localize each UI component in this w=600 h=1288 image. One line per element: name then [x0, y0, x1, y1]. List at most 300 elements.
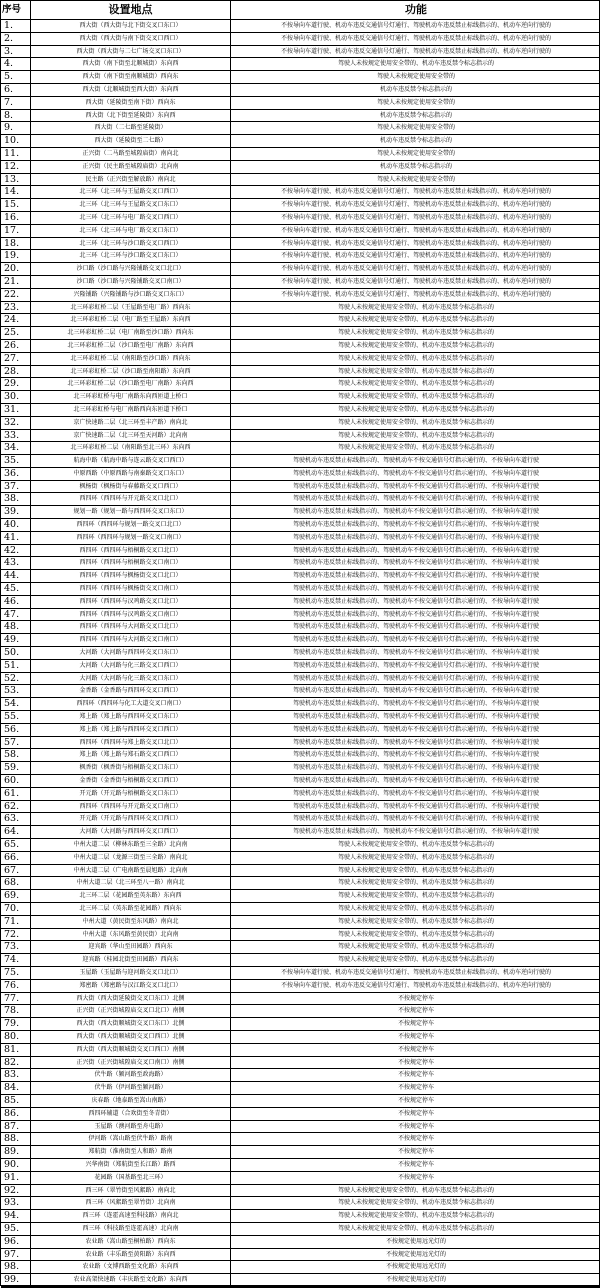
row-function: 机动车违反禁令标志指示的: [231, 161, 600, 174]
row-function: 驾驶人未按规定使用安全带的、机动车违反禁令标志指示的: [231, 378, 600, 391]
row-function: 驾驶机动车违反禁止标线指示的、驾驶机动车不按交通信号灯指示通行的、不按导向车道行驶: [231, 673, 600, 686]
row-number: 82.: [1, 1057, 31, 1070]
row-location: 中原西路（中原西路与南秦路交叉口东口）: [31, 468, 231, 481]
row-function: 不按规定停车: [231, 1146, 600, 1159]
row-location: 西四环（西四环与梧桐路交叉口北口）: [31, 545, 231, 558]
row-location: 北三环彩虹桥二层（沙口路至南阳路）东向西: [31, 366, 231, 379]
row-number: 30.: [1, 391, 31, 404]
row-function: 驾驶人未按规定使用安全带的、机动车违反禁令标志指示的: [231, 929, 600, 942]
row-number: 51.: [1, 660, 31, 673]
row-function: 驾驶机动车违反禁止标线指示的、驾驶机动车不按交通信号灯指示通行的、不按导向车道行驶: [231, 698, 600, 711]
header-function: 功能: [231, 1, 600, 20]
row-number: 31.: [1, 404, 31, 417]
row-location: 郑密路（郑密路与汉江路交叉口北口）: [31, 980, 231, 993]
row-location: 北三环彩虹桥二层（沙口路至电厂南路）东向西: [31, 378, 231, 391]
row-location: 北三环彩虹桥与电厂南路西向东匝道下桥口: [31, 404, 231, 417]
row-function: 不按导向车道行驶、机动车违反交通信号灯通行、驾驶机动车违反禁止标线指示的、机动车逆向行驶的: [231, 46, 600, 59]
row-number: 68.: [1, 877, 31, 890]
row-number: 73.: [1, 941, 31, 954]
row-function: 驾驶机动车违反禁止标线指示的、驾驶机动车不按交通信号灯指示通行的、不按导向车道行驶: [231, 775, 600, 788]
row-number: 13.: [1, 174, 31, 187]
row-location: 北三环（北三环与沙口路交叉口西口）: [31, 238, 231, 251]
row-number: 29.: [1, 378, 31, 391]
row-location: 北三环（北三环与电厂路交叉口东口）: [31, 225, 231, 238]
row-number: 38.: [1, 493, 31, 506]
row-number: 99.: [1, 1274, 31, 1287]
row-number: 3.: [1, 46, 31, 59]
row-function: 驾驶机动车违反禁止标线指示的、驾驶机动车不按交通信号灯指示通行的、不按导向车道行驶: [231, 660, 600, 673]
row-number: 56.: [1, 724, 31, 737]
row-number: 85.: [1, 1095, 31, 1108]
row-location: 西大街（南下街至南顺城街）西向东: [31, 71, 231, 84]
row-function: 不按导向车道行驶、机动车违反交通信号灯通行、驾驶机动车违反禁止标线指示的、机动车逆向行驶的: [231, 967, 600, 980]
row-number: 77.: [1, 993, 31, 1006]
row-location: 西四环（西四环与化工大道交叉口南口）: [31, 698, 231, 711]
row-number: 41.: [1, 532, 31, 545]
row-function: 驾驶机动车违反禁止标线指示的、驾驶机动车不按交通信号灯指示通行的、不按导向车道行驶: [231, 609, 600, 622]
row-function: 驾驶人未按规定使用安全带的、机动车违反禁令标志指示的: [231, 302, 600, 315]
row-location: 西大街（二七路至延陵街）: [31, 122, 231, 135]
row-function: 不按规定停车: [231, 1005, 600, 1018]
row-function: 驾驶人未按规定使用安全带的: [231, 71, 600, 84]
row-number: 70.: [1, 903, 31, 916]
row-location: 伏牛路（颍河路至政海路）: [31, 1069, 231, 1082]
row-location: 规划一路（规划一路与西四环交叉口东口）: [31, 506, 231, 519]
row-location: 大河路（大河路与化三路交叉口西口）: [31, 660, 231, 673]
row-function: 驾驶人未按规定使用安全带的、机动车违反禁令标志指示的: [231, 1197, 600, 1210]
row-number: 28.: [1, 366, 31, 379]
row-location: 西大街（西大街延陵街交叉口东口）北侧: [31, 993, 231, 1006]
row-number: 25.: [1, 327, 31, 340]
row-location: 北三环彩虹桥二层（电厂路至王屋路）东向西: [31, 314, 231, 327]
row-function: 驾驶人未按规定使用安全带的、机动车违反禁令标志指示的: [231, 340, 600, 353]
row-number: 34.: [1, 442, 31, 455]
row-location: 北三环彩虹桥二层（电厂南路至沙口路）西向东: [31, 327, 231, 340]
row-function: 不按规定停车: [231, 993, 600, 1006]
row-location: 农业路（嵩山路至桐柏路）西向东: [31, 1236, 231, 1249]
row-location: 金香路（金香路与西四环交叉口西口）: [31, 685, 231, 698]
row-number: 36.: [1, 468, 31, 481]
row-location: 农业高架快速路（丰庆路至文化路）东向西: [31, 1274, 231, 1287]
row-function: 不按导向车道行驶、机动车违反交通信号灯通行、驾驶机动车违反禁止标线指示的、机动车逆向行驶的: [231, 33, 600, 46]
row-location: 郑航街（淮南街至人和路）路南: [31, 1146, 231, 1159]
row-function: 驾驶人未按规定使用安全带的、机动车违反禁令标志指示的: [231, 1210, 600, 1223]
row-function: 不按规定停车: [231, 1044, 600, 1057]
row-function: 驾驶机动车违反禁止标线指示的、驾驶机动车不按交通信号灯指示通行的、不按导向车道行驶: [231, 801, 600, 814]
row-number: 46.: [1, 596, 31, 609]
row-number: 39.: [1, 506, 31, 519]
row-location: 京广快速路二层（北三环至天河路）北向南: [31, 430, 231, 443]
row-location: 西四环（西四环与开元路交叉口南口）: [31, 801, 231, 814]
row-number: 12.: [1, 161, 31, 174]
row-function: 不按导向车道行驶、机动车违反交通信号灯通行、驾驶机动车违反禁止标线指示的、机动车逆向行驶的: [231, 276, 600, 289]
row-location: 西三环（翠竹街至风絮路）南向北: [31, 1185, 231, 1198]
row-number: 69.: [1, 890, 31, 903]
row-function: 不按规定停车: [231, 1108, 600, 1121]
row-function: 驾驶人未按规定使用安全带的、机动车违反禁令标志指示的: [231, 1185, 600, 1198]
row-location: 西大街（西大街与北下街交叉口东口）: [31, 20, 231, 33]
row-function: 驾驶机动车违反禁止标线指示的、驾驶机动车不按交通信号灯指示通行的、不按导向车道行驶: [231, 647, 600, 660]
row-number: 59.: [1, 762, 31, 775]
row-function: 驾驶机动车违反禁止标线指示的、驾驶机动车不按交通信号灯指示通行的、不按导向车道行驶: [231, 634, 600, 647]
row-location: 庆春路（地泰路至嵩山南路）: [31, 1095, 231, 1108]
row-location: 北三环彩虹桥二层（沙口路至电厂南路）东向西: [31, 340, 231, 353]
row-number: 37.: [1, 481, 31, 494]
row-function: 驾驶人未按规定使用安全带的、机动车违反禁令标志指示的: [231, 430, 600, 443]
row-location: 西四环（西四环与枫杨街交叉口北口）: [31, 570, 231, 583]
row-location: 农业路（文博西路至文化路）东向西: [31, 1261, 231, 1274]
header-number: 序号: [1, 1, 31, 20]
row-location: 玉屋路（玉屋路与迎河路交叉口北口）: [31, 967, 231, 980]
row-number: 61.: [1, 788, 31, 801]
row-location: 西三环（科技路至连霍高速）北向南: [31, 1223, 231, 1236]
row-number: 58.: [1, 749, 31, 762]
row-function: 驾驶人未按规定使用安全带的、机动车违反禁令标志指示的: [231, 877, 600, 890]
row-number: 44.: [1, 570, 31, 583]
row-number: 57.: [1, 737, 31, 750]
row-number: 1.: [1, 20, 31, 33]
row-location: 西四环（西四环与大河路交叉口南口）: [31, 634, 231, 647]
row-number: 33.: [1, 430, 31, 443]
row-number: 95.: [1, 1223, 31, 1236]
row-location: 迎宾路（桂园北街至田园路）西向东: [31, 954, 231, 967]
row-number: 60.: [1, 775, 31, 788]
row-number: 23.: [1, 302, 31, 315]
row-location: 西大街（延陵街至二七路）: [31, 135, 231, 148]
row-function: 驾驶人未按规定使用安全带的、机动车违反禁令标志指示的: [231, 903, 600, 916]
row-number: 49.: [1, 634, 31, 647]
row-function: 驾驶机动车违反禁止标线指示的、驾驶机动车不按交通信号灯指示通行的、不按导向车道行驶: [231, 711, 600, 724]
row-location: 西四环（西四环与大河路交叉口北口）: [31, 621, 231, 634]
row-number: 15.: [1, 199, 31, 212]
row-function: 机动车违反禁令标志指示的: [231, 135, 600, 148]
row-location: 西大街（北下街至延陵街）东向西: [31, 110, 231, 123]
row-location: 兴隆铺路（兴隆铺路与沙口路交叉口东口）: [31, 289, 231, 302]
row-location: 西四环（西四环与规划一路交叉口北口）: [31, 519, 231, 532]
row-location: 西大街（西大街与二七广场交叉口东口）: [31, 46, 231, 59]
row-location: 西大街（延陵街至南下街）西向东: [31, 97, 231, 110]
row-function: 驾驶机动车违反禁止标线指示的、驾驶机动车不按交通信号灯指示通行的、不按导向车道行驶: [231, 724, 600, 737]
row-function: 不按规定停车: [231, 1133, 600, 1146]
row-location: 西大街（西大街顺城街交叉口西口）南侧: [31, 1044, 231, 1057]
row-number: 21.: [1, 276, 31, 289]
row-function: 不按规定停车: [231, 1069, 600, 1082]
row-number: 24.: [1, 314, 31, 327]
row-number: 75.: [1, 967, 31, 980]
row-function: 驾驶人未按规定使用安全带的: [231, 148, 600, 161]
row-function: 驾驶人未按规定使用安全带的、机动车违反禁令标志指示的: [231, 442, 600, 455]
row-function: 驾驶人未按规定使用安全带的、机动车违反禁令标志指示的: [231, 954, 600, 967]
row-number: 97.: [1, 1249, 31, 1262]
row-number: 72.: [1, 929, 31, 942]
row-number: 7.: [1, 97, 31, 110]
row-function: 驾驶人未按规定使用安全带的、机动车违反禁令标志指示的: [231, 404, 600, 417]
row-location: 沙口路（沙口路与兴隆铺路交叉口南口）: [31, 276, 231, 289]
row-function: 驾驶人未按规定使用安全带的、机动车违反禁令标志指示的: [231, 916, 600, 929]
row-function: 驾驶机动车违反禁止标线指示的、驾驶机动车不按交通信号灯指示通行的、不按导向车道行驶: [231, 468, 600, 481]
row-location: 京广快速路二层（北三环至丰产路）南向北: [31, 417, 231, 430]
row-number: 62.: [1, 801, 31, 814]
row-function: 驾驶人未按规定使用安全带的、机动车违反禁令标志指示的: [231, 865, 600, 878]
row-function: 驾驶人未按规定使用安全带的: [231, 122, 600, 135]
row-number: 94.: [1, 1210, 31, 1223]
row-function: 驾驶机动车违反禁止标线指示的、驾驶机动车不按交通信号灯指示通行的、不按导向车道行驶: [231, 737, 600, 750]
row-number: 5.: [1, 71, 31, 84]
row-location: 西大街（南下街至北顺城街）东向西: [31, 58, 231, 71]
row-function: 驾驶人未按规定使用安全带的、机动车违反禁令标志指示的: [231, 890, 600, 903]
row-function: 驾驶人未按规定使用安全带的、机动车违反禁令标志指示的: [231, 852, 600, 865]
row-function: 不按导向车道行驶、机动车违反交通信号灯通行、驾驶机动车违反禁止标线指示的、机动车逆向行驶的: [231, 225, 600, 238]
row-function: 驾驶人未按规定使用安全带的、机动车违反禁令标志指示的: [231, 58, 600, 71]
row-function: 不按规定停车: [231, 1031, 600, 1044]
row-location: 伊河路（嵩山路至伏牛路）路南: [31, 1133, 231, 1146]
row-number: 86.: [1, 1108, 31, 1121]
row-function: 驾驶机动车违反禁止标线指示的、驾驶机动车不按交通信号灯指示通行的、不按导向车道行驶: [231, 621, 600, 634]
row-number: 35.: [1, 455, 31, 468]
row-function: 不按导向车道行驶、机动车违反交通信号灯通行、驾驶机动车违反禁止标线指示的、机动车逆向行驶的: [231, 199, 600, 212]
row-number: 81.: [1, 1044, 31, 1057]
row-number: 32.: [1, 417, 31, 430]
row-function: 驾驶机动车违反禁止标线指示的、驾驶机动车不按交通信号灯指示通行的、不按导向车道行驶: [231, 493, 600, 506]
row-function: 不按导向车道行驶、机动车违反交通信号灯通行、驾驶机动车违反禁止标线指示的、机动车逆向行驶的: [231, 20, 600, 33]
row-function: 驾驶机动车违反禁止标线指示的、驾驶机动车不按交通信号灯指示通行的、不按导向车道行驶: [231, 762, 600, 775]
row-number: 26.: [1, 340, 31, 353]
row-location: 中州大道二层（龙源三街至三全路）南向北: [31, 852, 231, 865]
row-number: 22.: [1, 289, 31, 302]
row-function: 驾驶人未按规定使用安全带的、机动车违反禁令标志指示的: [231, 417, 600, 430]
row-number: 89.: [1, 1146, 31, 1159]
row-function: 不按规定使用远光灯的: [231, 1249, 600, 1262]
row-location: 正兴街（二马路至城隍庙街）南向北: [31, 148, 231, 161]
row-location: 枫杨街（枫杨街与春藤路交叉口西口）: [31, 481, 231, 494]
row-location: 北三环彩虹桥二层（南阳路至沙口路）西向东: [31, 353, 231, 366]
row-number: 92.: [1, 1185, 31, 1198]
row-location: 迎宾路（华山至田园路）西向东: [31, 941, 231, 954]
row-function: 不按规定使用远光灯的: [231, 1274, 600, 1287]
row-number: 20.: [1, 263, 31, 276]
row-function: 驾驶人未按规定使用安全带的、机动车违反禁令标志指示的: [231, 353, 600, 366]
row-number: 14.: [1, 186, 31, 199]
row-number: 78.: [1, 1005, 31, 1018]
row-location: 北三环（北三环与王屋路交叉口东口）: [31, 199, 231, 212]
row-location: 中州大道（东风路至黄民街）北向南: [31, 929, 231, 942]
row-location: 伏牛路（伊河路至颍河路）: [31, 1082, 231, 1095]
row-function: 驾驶人未按规定使用安全带的、机动车违反禁令标志指示的: [231, 366, 600, 379]
row-location: 金香街（金香街与梧桐路交叉口西口）: [31, 775, 231, 788]
row-location: 西四环（西四环与汉鸡路交叉口北口）: [31, 596, 231, 609]
row-function: 机动车违反禁令标志指示的: [231, 110, 600, 123]
row-function: 驾驶人未按规定使用安全带的: [231, 97, 600, 110]
row-number: 67.: [1, 865, 31, 878]
row-location: 沙口路（沙口路与兴隆铺路交叉口北口）: [31, 263, 231, 276]
row-function: 驾驶机动车违反禁止标线指示的、驾驶机动车不按交通信号灯指示通行的、不按导向车道行驶: [231, 826, 600, 839]
row-function: 驾驶机动车违反禁止标线指示的、驾驶机动车不按交通信号灯指示通行的、不按导向车道行驶: [231, 583, 600, 596]
row-location: 西四环辅道（合欢街至冬青街）: [31, 1108, 231, 1121]
row-location: 西四环（西四环与汉鸡路交叉口南口）: [31, 609, 231, 622]
row-function: 不按规定停车: [231, 1159, 600, 1172]
row-number: 93.: [1, 1197, 31, 1210]
row-location: 北三环彩虹桥与电厂南路东向西匝道上桥口: [31, 391, 231, 404]
row-location: 西四环（西四环与梧桐路交叉口南口）: [31, 557, 231, 570]
row-location: 北三环彩虹桥二层（南阳路至北三环）东向西: [31, 442, 231, 455]
row-number: 65.: [1, 839, 31, 852]
row-function: 机动车违反禁令标志指示的: [231, 84, 600, 97]
row-location: 兴华南街（郑航街至长江路）路西: [31, 1159, 231, 1172]
row-function: 不按规定使用远光灯的: [231, 1236, 600, 1249]
row-location: 中州大道二层（柳林东路至三全路）北向南: [31, 839, 231, 852]
row-location: 正兴街（民主路至城隍庙街）北向南: [31, 161, 231, 174]
row-function: 驾驶人未按规定使用安全带的、机动车违反禁令标志指示的: [231, 1223, 600, 1236]
row-number: 64.: [1, 826, 31, 839]
row-function: 不按规定停车: [231, 1018, 600, 1031]
row-function: 不按规定使用远光灯的: [231, 1261, 600, 1274]
row-function: 驾驶机动车违反禁止标线指示的、驾驶机动车不按交通信号灯指示通行的、不按导向车道行驶: [231, 813, 600, 826]
row-location: 航海中路（航海中路与连云路交叉口西口）: [31, 455, 231, 468]
row-function: 不按规定停车: [231, 1095, 600, 1108]
row-function: 驾驶机动车违反禁止标线指示的、驾驶机动车不按交通信号灯指示通行的、不按导向车道行驶: [231, 545, 600, 558]
row-function: 驾驶机动车违反禁止标线指示的、驾驶机动车不按交通信号灯指示通行的、不按导向车道行驶: [231, 788, 600, 801]
row-location: 西四环（西四环与枫杨街交叉口南口）: [31, 583, 231, 596]
row-location: 大河路（大河路与西四环交叉口东口）: [31, 647, 231, 660]
row-number: 10.: [1, 135, 31, 148]
row-location: 西三环（风絮路至翠竹街）北向南: [31, 1197, 231, 1210]
row-number: 2.: [1, 33, 31, 46]
row-function: 驾驶机动车违反禁止标线指示的、驾驶机动车不按交通信号灯指示通行的、不按导向车道行驶: [231, 596, 600, 609]
row-number: 83.: [1, 1069, 31, 1082]
row-number: 4.: [1, 58, 31, 71]
row-number: 79.: [1, 1018, 31, 1031]
row-number: 87.: [1, 1121, 31, 1134]
row-function: 不按导向车道行驶、机动车违反交通信号灯通行、驾驶机动车违反禁止标线指示的、机动车逆向行驶的: [231, 250, 600, 263]
row-function: 不按导向车道行驶、机动车违反交通信号灯通行、驾驶机动车违反禁止标线指示的、机动车逆向行驶的: [231, 289, 600, 302]
row-location: 郑上路（郑上路与西四环交叉口西口）: [31, 724, 231, 737]
row-number: 55.: [1, 711, 31, 724]
row-location: 西三环（连霍高速至科技路）南向北: [31, 1210, 231, 1223]
row-location: 西大街（西大街与南下街交叉口西口）: [31, 33, 231, 46]
row-function: 驾驶机动车违反禁止标线指示的、驾驶机动车不按交通信号灯指示通行的、不按导向车道行驶: [231, 685, 600, 698]
row-number: 63.: [1, 813, 31, 826]
row-number: 45.: [1, 583, 31, 596]
row-number: 90.: [1, 1159, 31, 1172]
row-function: 不按规定停车: [231, 1121, 600, 1134]
row-function: 不按规定停车: [231, 1172, 600, 1185]
row-location: 开元路（开元路与西四环交叉口西口）: [31, 813, 231, 826]
row-location: 西四环（西四环与郑上路交叉口北口）: [31, 737, 231, 750]
row-function: 不按规定停车: [231, 1057, 600, 1070]
row-function: 驾驶机动车违反禁止标线指示的、驾驶机动车不按交通信号灯指示通行的、不按导向车道行驶: [231, 532, 600, 545]
row-number: 16.: [1, 212, 31, 225]
row-number: 6.: [1, 84, 31, 97]
row-function: 不按导向车道行驶、机动车违反交通信号灯通行、驾驶机动车违反禁止标线指示的、机动车逆向行驶的: [231, 186, 600, 199]
row-number: 9.: [1, 122, 31, 135]
row-function: 驾驶机动车违反禁止标线指示的、驾驶机动车不按交通信号灯指示通行的、不按导向车道行驶: [231, 557, 600, 570]
row-number: 42.: [1, 545, 31, 558]
row-number: 11.: [1, 148, 31, 161]
row-location: 西大街（西大街顺城街交叉口西口）北侧: [31, 1031, 231, 1044]
row-function: 驾驶人未按规定使用安全带的: [231, 174, 600, 187]
row-number: 66.: [1, 852, 31, 865]
row-location: 花园路（国基路至北三环）: [31, 1172, 231, 1185]
row-function: 驾驶机动车违反禁止标线指示的、驾驶机动车不按交通信号灯指示通行的、不按导向车道行驶: [231, 519, 600, 532]
row-location: 大河路（大河路与西四环交叉口西口）: [31, 826, 231, 839]
row-location: 中州大道二层（广电南路至晨旭路）北向南: [31, 865, 231, 878]
row-number: 96.: [1, 1236, 31, 1249]
row-number: 53.: [1, 685, 31, 698]
row-function: 驾驶机动车违反禁止标线指示的、驾驶机动车不按交通信号灯指示通行的、不按导向车道行驶: [231, 481, 600, 494]
row-location: 西大街（北顺城街至西大街）东向西: [31, 84, 231, 97]
row-location: 玉屋路（澳河路至舟屯路）: [31, 1121, 231, 1134]
row-location: 农业路（丰乐路至黄阳路）东向西: [31, 1249, 231, 1262]
row-number: 91.: [1, 1172, 31, 1185]
row-location: 北三环（北三环与沙口路交叉口东口）: [31, 250, 231, 263]
row-location: 北三环（北三环与电厂路交叉口西口）: [31, 212, 231, 225]
row-number: 52.: [1, 673, 31, 686]
row-number: 74.: [1, 954, 31, 967]
row-location: 北三环彩虹桥二层（王屋路至电厂路）西向东: [31, 302, 231, 315]
row-location: 西四环（西四环与规划一路交叉口南口）: [31, 532, 231, 545]
row-number: 76.: [1, 980, 31, 993]
row-function: 驾驶机动车违反禁止标线指示的、驾驶机动车不按交通信号灯指示通行的、不按导向车道行驶: [231, 506, 600, 519]
row-function: 驾驶机动车违反禁止标线指示的、驾驶机动车不按交通信号灯指示通行的、不按导向车道行驶: [231, 455, 600, 468]
row-number: 48.: [1, 621, 31, 634]
row-function: 不按规定停车: [231, 1082, 600, 1095]
row-function: 驾驶人未按规定使用安全带的、机动车违反禁令标志指示的: [231, 941, 600, 954]
row-location: 正兴街（正兴街城隍庙交叉口南口）南侧: [31, 1057, 231, 1070]
row-location: 北三环二层（英东路至花园路）西向东: [31, 903, 231, 916]
row-number: 80.: [1, 1031, 31, 1044]
row-function: 不按导向车道行驶、机动车违反交通信号灯通行、驾驶机动车违反禁止标线指示的、机动车逆向行驶的: [231, 980, 600, 993]
row-location: 郑上路（郑上路与西四环交叉口东口）: [31, 711, 231, 724]
row-function: 驾驶机动车违反禁止标线指示的、驾驶机动车不按交通信号灯指示通行的、不按导向车道行驶: [231, 570, 600, 583]
header-location: 设置地点: [31, 1, 231, 20]
row-function: 驾驶人未按规定使用安全带的、机动车违反禁令标志指示的: [231, 839, 600, 852]
row-number: 47.: [1, 609, 31, 622]
row-location: 西四环（西四环与开元路交叉口北口）: [31, 493, 231, 506]
row-function: 不按导向车道行驶、机动车违反交通信号灯通行、驾驶机动车违反禁止标线指示的、机动车逆向行驶的: [231, 212, 600, 225]
row-location: 中州大道二层（北三环至八一路）南向北: [31, 877, 231, 890]
row-number: 71.: [1, 916, 31, 929]
row-location: 中州大道（黄民街至东风路）南向北: [31, 916, 231, 929]
row-location: 西大街（西大街顺城街交叉口东口）北侧: [31, 1018, 231, 1031]
row-number: 17.: [1, 225, 31, 238]
row-number: 18.: [1, 238, 31, 251]
row-number: 84.: [1, 1082, 31, 1095]
row-location: 郑上路（郑上路与郑石路交叉口西口）: [31, 749, 231, 762]
row-function: 不按导向车道行驶、机动车违反交通信号灯通行、驾驶机动车违反禁止标线指示的、机动车逆向行驶的: [231, 238, 600, 251]
row-location: 正兴街（正兴街城隍庙交叉口北口）南侧: [31, 1005, 231, 1018]
row-number: 8.: [1, 110, 31, 123]
row-location: 北三环二层（花园路至英东路）东向西: [31, 890, 231, 903]
row-function: 驾驶人未按规定使用安全带的、机动车违反禁令标志指示的: [231, 327, 600, 340]
row-number: 19.: [1, 250, 31, 263]
row-function: 驾驶人未按规定使用安全带的、机动车违反禁令标志指示的: [231, 391, 600, 404]
row-function: 不按导向车道行驶、机动车违反交通信号灯通行、驾驶机动车违反禁止标线指示的、机动车逆向行驶的: [231, 263, 600, 276]
row-number: 43.: [1, 557, 31, 570]
row-number: 50.: [1, 647, 31, 660]
row-number: 40.: [1, 519, 31, 532]
row-number: 98.: [1, 1261, 31, 1274]
row-location: 民主路（正兴街至解放路）南向北: [31, 174, 231, 187]
row-location: 大河路（大河路与化三路交叉口东口）: [31, 673, 231, 686]
row-location: 开元路（开元路与梧桐路交叉口东口）: [31, 788, 231, 801]
row-function: 驾驶人未按规定使用安全带的、机动车违反禁令标志指示的: [231, 314, 600, 327]
row-number: 88.: [1, 1133, 31, 1146]
row-number: 27.: [1, 353, 31, 366]
row-function: 驾驶机动车违反禁止标线指示的、驾驶机动车不按交通信号灯指示通行的、不按导向车道行驶: [231, 749, 600, 762]
row-location: 北三环（北三环与王屋路交叉口西口）: [31, 186, 231, 199]
row-number: 54.: [1, 698, 31, 711]
row-location: 枫香街（枫香街与梧桐路交叉口东口）: [31, 762, 231, 775]
